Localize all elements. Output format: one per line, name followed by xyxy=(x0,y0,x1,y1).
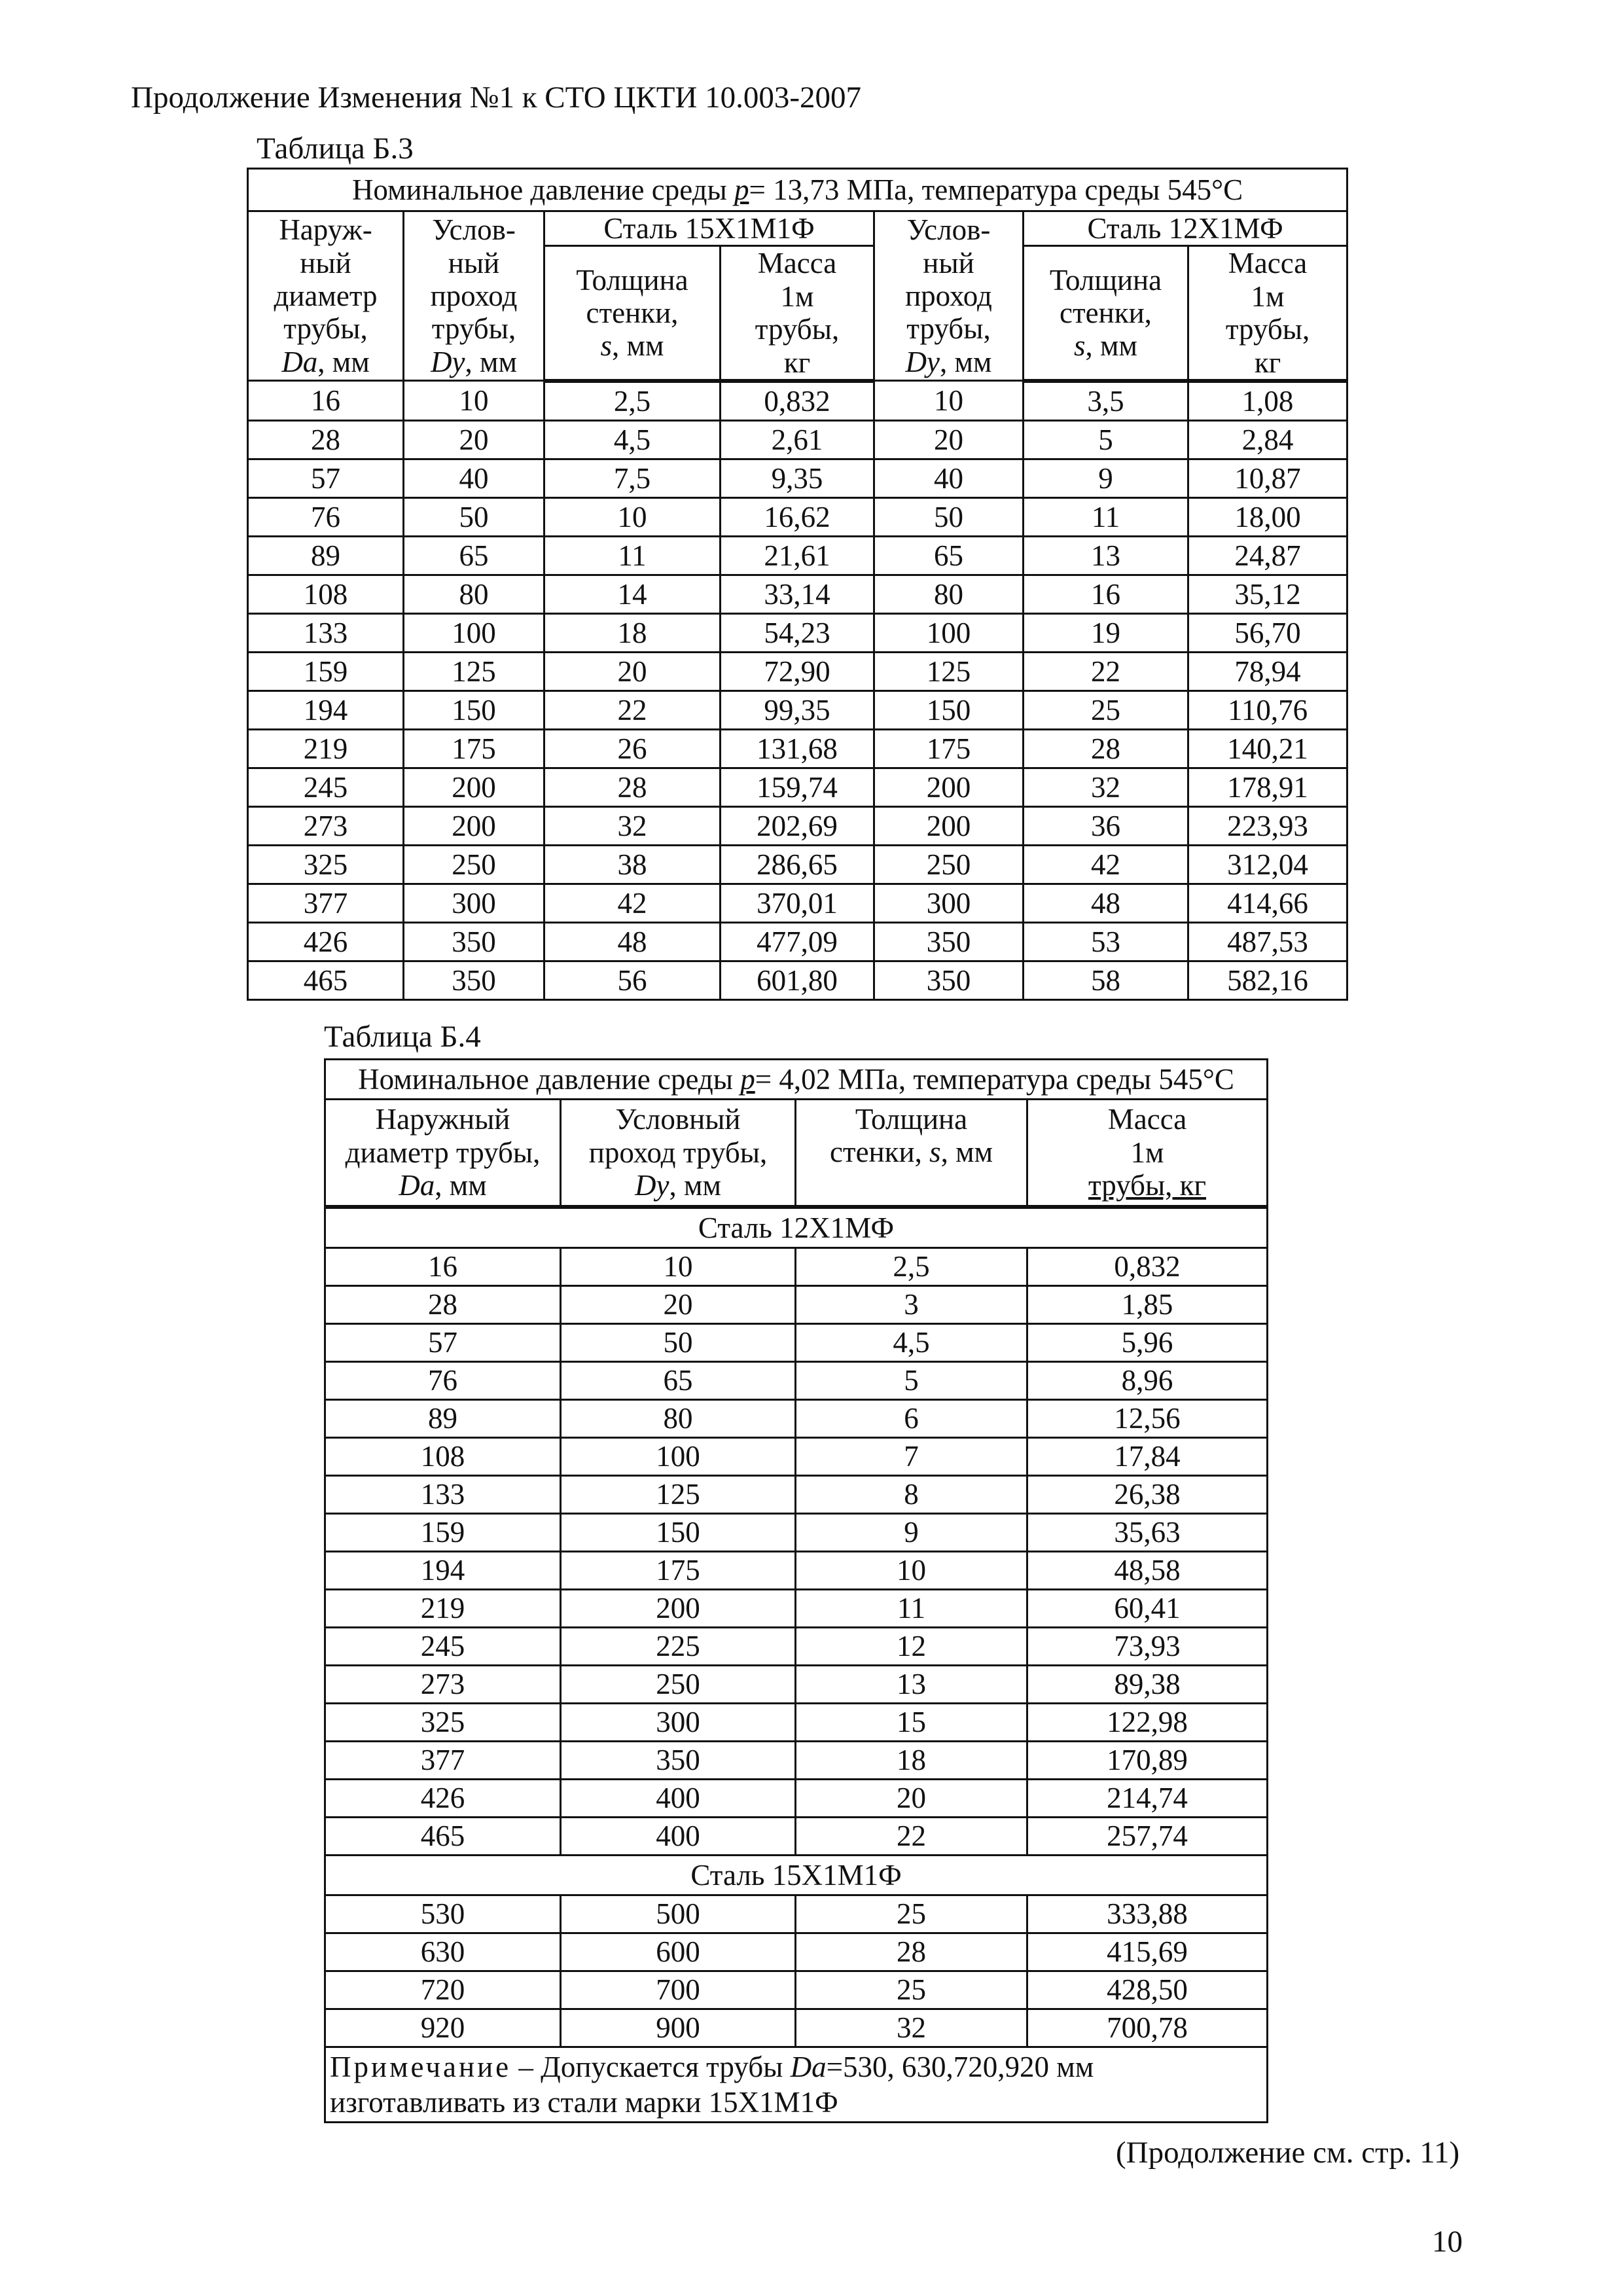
table-cell: 10 xyxy=(796,1552,1027,1590)
table-cell: 8,96 xyxy=(1027,1362,1268,1400)
table-cell: 131,68 xyxy=(721,729,874,768)
header-nominal-bore-b: Услов- ный проход трубы, Dy, мм xyxy=(874,211,1024,381)
table-row xyxy=(248,729,1347,768)
table-cell: 11 xyxy=(544,536,721,575)
table-row xyxy=(248,652,1347,691)
table-row xyxy=(248,575,1347,613)
table-cell: 630 xyxy=(325,1933,561,1971)
table-cell: 219 xyxy=(325,1590,561,1628)
table-cell: 73,93 xyxy=(1027,1628,1268,1666)
table-cell: 200 xyxy=(404,768,544,806)
table-cell: 57 xyxy=(248,459,404,497)
table-cell: 250 xyxy=(561,1666,796,1704)
table-cell: 465 xyxy=(248,961,404,999)
table-cell: 325 xyxy=(325,1704,561,1742)
table-cell: 16 xyxy=(325,1248,561,1286)
table-cell: 9,35 xyxy=(721,459,874,497)
header-mass-a: Масса 1м трубы, кг xyxy=(721,246,874,381)
table-cell: 8 xyxy=(796,1476,1027,1514)
table-cell: 48 xyxy=(544,922,721,961)
header-mass: Масса 1м трубы, кг xyxy=(1027,1100,1268,1208)
table-cell: 900 xyxy=(561,2009,796,2047)
table-row xyxy=(325,1666,1268,1704)
table-row xyxy=(325,1971,1268,2009)
table-b3-conditions-row xyxy=(248,169,1347,211)
table-b4-conditions-row xyxy=(325,1060,1268,1100)
table-cell: 48,58 xyxy=(1027,1552,1268,1590)
table-cell: 125 xyxy=(404,652,544,691)
table-row xyxy=(325,2009,1268,2047)
table-row xyxy=(248,884,1347,922)
table-row xyxy=(248,381,1347,421)
table-cell: 89,38 xyxy=(1027,1666,1268,1704)
table-cell: 50 xyxy=(404,497,544,536)
table-cell: 20 xyxy=(561,1286,796,1324)
table-row xyxy=(325,1933,1268,1971)
table-cell: 7,5 xyxy=(544,459,721,497)
table-cell: 223,93 xyxy=(1188,806,1347,845)
table-cell: 300 xyxy=(561,1704,796,1742)
table-cell: 219 xyxy=(248,729,404,768)
table-cell: 5 xyxy=(1024,420,1188,459)
table-cell: 26 xyxy=(544,729,721,768)
table-row xyxy=(325,1248,1268,1286)
table-cell: 350 xyxy=(874,961,1024,999)
table-cell: 150 xyxy=(561,1514,796,1552)
table-cell: 300 xyxy=(404,884,544,922)
table-cell: 18,00 xyxy=(1188,497,1347,536)
table-cell: 15 xyxy=(796,1704,1027,1742)
table-cell: 487,53 xyxy=(1188,922,1347,961)
table-cell: 50 xyxy=(874,497,1024,536)
table-b4-header-row xyxy=(325,1100,1268,1208)
table-cell: 7 xyxy=(796,1438,1027,1476)
table-cell: 12 xyxy=(796,1628,1027,1666)
table-cell: 12,56 xyxy=(1027,1400,1268,1438)
table-cell: 56 xyxy=(544,961,721,999)
table-cell: 48 xyxy=(1024,884,1188,922)
table-cell: 50 xyxy=(561,1324,796,1362)
continuation-note: (Продолжение см. стр. 11) xyxy=(1116,2136,1460,2170)
table-cell: 700,78 xyxy=(1027,2009,1268,2047)
table-cell: 19 xyxy=(1024,613,1188,652)
table-b4-body-2 xyxy=(325,1856,1268,2047)
table-cell: 370,01 xyxy=(721,884,874,922)
table-row xyxy=(248,536,1347,575)
table-row xyxy=(325,1704,1268,1742)
table-cell: 0,832 xyxy=(1027,1248,1268,1286)
table-cell: 99,35 xyxy=(721,691,874,729)
table-b4-note-row xyxy=(325,2047,1268,2123)
table-cell: 28 xyxy=(544,768,721,806)
table-cell: 22 xyxy=(796,1818,1027,1856)
table-cell: 9 xyxy=(796,1514,1027,1552)
table-row xyxy=(248,922,1347,961)
table-cell: 72,90 xyxy=(721,652,874,691)
table-row xyxy=(325,1400,1268,1438)
table-row xyxy=(325,1628,1268,1666)
table-cell: 5,96 xyxy=(1027,1324,1268,1362)
table-cell: 257,74 xyxy=(1027,1818,1268,1856)
table-cell: 1,85 xyxy=(1027,1286,1268,1324)
table-cell: 18 xyxy=(544,613,721,652)
table-row xyxy=(325,1324,1268,1362)
table-cell: 78,94 xyxy=(1188,652,1347,691)
table-cell: 350 xyxy=(874,922,1024,961)
table-b4 xyxy=(324,1058,1268,2123)
header-mass-b: Масса 1м трубы, кг xyxy=(1188,246,1347,381)
table-cell: 178,91 xyxy=(1188,768,1347,806)
table-cell: 125 xyxy=(874,652,1024,691)
table-cell: 350 xyxy=(404,961,544,999)
table-row xyxy=(325,1476,1268,1514)
table-cell: 700 xyxy=(561,1971,796,2009)
section-row-1 xyxy=(325,1207,1268,1248)
section-steel-15x1m1f: Сталь 15Х1М1Ф xyxy=(325,1856,1268,1895)
table-cell: 415,69 xyxy=(1027,1933,1268,1971)
table-b3-caption: Таблица Б.3 xyxy=(257,132,414,166)
table-cell: 600 xyxy=(561,1933,796,1971)
table-row xyxy=(325,1742,1268,1780)
table-cell: 53 xyxy=(1024,922,1188,961)
table-cell: 225 xyxy=(561,1628,796,1666)
table-b3 xyxy=(247,168,1348,1001)
table-row xyxy=(248,420,1347,459)
table-cell: 110,76 xyxy=(1188,691,1347,729)
table-row xyxy=(325,1438,1268,1476)
header-wall-b: Толщина стенки, s, мм xyxy=(1024,246,1188,381)
table-cell: 100 xyxy=(404,613,544,652)
page-number: 10 xyxy=(1432,2225,1463,2259)
table-cell: 2,5 xyxy=(544,381,721,421)
table-cell: 2,61 xyxy=(721,420,874,459)
table-cell: 10 xyxy=(544,497,721,536)
header-nominal-bore-a: Услов- ный проход трубы, Dy, мм xyxy=(404,211,544,381)
table-cell: 40 xyxy=(404,459,544,497)
table-cell: 13 xyxy=(796,1666,1027,1704)
table-cell: 159 xyxy=(325,1514,561,1552)
table-row xyxy=(325,1818,1268,1856)
table-cell: 245 xyxy=(325,1628,561,1666)
table-cell: 250 xyxy=(874,845,1024,884)
table-cell: 38 xyxy=(544,845,721,884)
table-cell: 720 xyxy=(325,1971,561,2009)
table-cell: 3 xyxy=(796,1286,1027,1324)
table-cell: 89 xyxy=(248,536,404,575)
table-cell: 122,98 xyxy=(1027,1704,1268,1742)
table-cell: 4,5 xyxy=(544,420,721,459)
table-row xyxy=(325,1590,1268,1628)
table-cell: 65 xyxy=(874,536,1024,575)
table-cell: 32 xyxy=(796,2009,1027,2047)
table-cell: 582,16 xyxy=(1188,961,1347,999)
table-row xyxy=(248,806,1347,845)
table-cell: 1,08 xyxy=(1188,381,1347,421)
header-outer-diameter: Наруж- ный диаметр трубы, Da, мм xyxy=(248,211,404,381)
table-cell: 25 xyxy=(796,1895,1027,1933)
table-cell: 400 xyxy=(561,1780,796,1818)
table-row xyxy=(325,1895,1268,1933)
table-b4-caption: Таблица Б.4 xyxy=(324,1020,481,1054)
table-cell: 20 xyxy=(874,420,1024,459)
table-cell: 150 xyxy=(404,691,544,729)
table-cell: 100 xyxy=(874,613,1024,652)
table-cell: 33,14 xyxy=(721,575,874,613)
table-cell: 194 xyxy=(325,1552,561,1590)
table-cell: 414,66 xyxy=(1188,884,1347,922)
table-cell: 133 xyxy=(325,1476,561,1514)
section-steel-12x1mf: Сталь 12Х1МФ xyxy=(325,1207,1268,1248)
table-cell: 426 xyxy=(248,922,404,961)
table-cell: 26,38 xyxy=(1027,1476,1268,1514)
table-row xyxy=(325,1514,1268,1552)
table-row xyxy=(248,768,1347,806)
table-cell: 477,09 xyxy=(721,922,874,961)
table-cell: 500 xyxy=(561,1895,796,1933)
table-cell: 194 xyxy=(248,691,404,729)
table-cell: 200 xyxy=(561,1590,796,1628)
table-cell: 76 xyxy=(325,1362,561,1400)
table-cell: 428,50 xyxy=(1027,1971,1268,2009)
table-cell: 35,63 xyxy=(1027,1514,1268,1552)
header-wall-thickness: Толщина стенки, s, мм xyxy=(796,1100,1027,1208)
table-cell: 25 xyxy=(1024,691,1188,729)
table-cell: 175 xyxy=(874,729,1024,768)
document-header: Продолжение Изменения №1 к СТО ЦКТИ 10.003-2007 xyxy=(131,81,861,115)
table-cell: 333,88 xyxy=(1027,1895,1268,1933)
table-cell: 125 xyxy=(561,1476,796,1514)
table-cell: 170,89 xyxy=(1027,1742,1268,1780)
table-cell: 14 xyxy=(544,575,721,613)
table-cell: 18 xyxy=(796,1742,1027,1780)
table-cell: 89 xyxy=(325,1400,561,1438)
table-b4-body xyxy=(325,1207,1268,1856)
table-cell: 57 xyxy=(325,1324,561,1362)
table-cell: 10 xyxy=(874,381,1024,421)
table-cell: 250 xyxy=(404,845,544,884)
table-cell: 150 xyxy=(874,691,1024,729)
table-cell: 10 xyxy=(404,381,544,421)
table-cell: 140,21 xyxy=(1188,729,1347,768)
table-cell: 56,70 xyxy=(1188,613,1347,652)
table-cell: 11 xyxy=(796,1590,1027,1628)
table-cell: 16 xyxy=(1024,575,1188,613)
table-cell: 42 xyxy=(1024,845,1188,884)
table-cell: 20 xyxy=(544,652,721,691)
table-b4-note: Примечание – Допускается трубы Da=530, 630,720,920 мм изготавливать из стали марки 15Х1М1Ф xyxy=(325,2047,1268,2123)
table-cell: 202,69 xyxy=(721,806,874,845)
table-cell: 159 xyxy=(248,652,404,691)
table-row xyxy=(248,845,1347,884)
table-b3-body xyxy=(248,381,1347,1000)
table-row xyxy=(325,1552,1268,1590)
table-cell: 601,80 xyxy=(721,961,874,999)
table-cell: 377 xyxy=(248,884,404,922)
table-cell: 65 xyxy=(561,1362,796,1400)
table-cell: 20 xyxy=(404,420,544,459)
table-cell: 22 xyxy=(1024,652,1188,691)
table-cell: 377 xyxy=(325,1742,561,1780)
table-cell: 10,87 xyxy=(1188,459,1347,497)
table-cell: 175 xyxy=(404,729,544,768)
table-cell: 920 xyxy=(325,2009,561,2047)
table-row xyxy=(325,1286,1268,1324)
table-row xyxy=(248,961,1347,999)
table-cell: 11 xyxy=(1024,497,1188,536)
table-cell: 530 xyxy=(325,1895,561,1933)
table-cell: 426 xyxy=(325,1780,561,1818)
table-cell: 60,41 xyxy=(1027,1590,1268,1628)
table-cell: 325 xyxy=(248,845,404,884)
table-cell: 108 xyxy=(325,1438,561,1476)
table-cell: 80 xyxy=(561,1400,796,1438)
table-row xyxy=(248,459,1347,497)
table-b3-header-row-1 xyxy=(248,211,1347,246)
table-row xyxy=(248,613,1347,652)
table-cell: 80 xyxy=(874,575,1024,613)
table-cell: 58 xyxy=(1024,961,1188,999)
table-cell: 0,832 xyxy=(721,381,874,421)
table-cell: 9 xyxy=(1024,459,1188,497)
table-cell: 28 xyxy=(796,1933,1027,1971)
table-cell: 4,5 xyxy=(796,1324,1027,1362)
table-cell: 16 xyxy=(248,381,404,421)
table-cell: 245 xyxy=(248,768,404,806)
header-outer-diameter: Наружный диаметр трубы, Da, мм xyxy=(325,1100,561,1208)
table-cell: 80 xyxy=(404,575,544,613)
table-row xyxy=(248,497,1347,536)
table-cell: 200 xyxy=(874,806,1024,845)
table-cell: 273 xyxy=(248,806,404,845)
table-cell: 214,74 xyxy=(1027,1780,1268,1818)
table-cell: 133 xyxy=(248,613,404,652)
table-cell: 22 xyxy=(544,691,721,729)
table-cell: 108 xyxy=(248,575,404,613)
header-wall-a: Толщина стенки, s, мм xyxy=(544,246,721,381)
table-cell: 40 xyxy=(874,459,1024,497)
table-cell: 17,84 xyxy=(1027,1438,1268,1476)
table-b4-conditions: Номинальное давление среды p= 4,02 МПа, температура среды 545°С xyxy=(325,1060,1268,1100)
table-cell: 24,87 xyxy=(1188,536,1347,575)
table-cell: 350 xyxy=(561,1742,796,1780)
table-cell: 200 xyxy=(874,768,1024,806)
table-cell: 465 xyxy=(325,1818,561,1856)
header-steel-a: Сталь 15Х1М1Ф xyxy=(544,211,874,246)
table-cell: 42 xyxy=(544,884,721,922)
table-cell: 21,61 xyxy=(721,536,874,575)
table-cell: 25 xyxy=(796,1971,1027,2009)
table-cell: 300 xyxy=(874,884,1024,922)
table-cell: 10 xyxy=(561,1248,796,1286)
table-cell: 273 xyxy=(325,1666,561,1704)
table-cell: 16,62 xyxy=(721,497,874,536)
table-cell: 35,12 xyxy=(1188,575,1347,613)
table-cell: 159,74 xyxy=(721,768,874,806)
table-cell: 3,5 xyxy=(1024,381,1188,421)
table-cell: 5 xyxy=(796,1362,1027,1400)
table-cell: 286,65 xyxy=(721,845,874,884)
table-cell: 400 xyxy=(561,1818,796,1856)
table-cell: 28 xyxy=(248,420,404,459)
table-cell: 20 xyxy=(796,1780,1027,1818)
table-cell: 28 xyxy=(1024,729,1188,768)
header-steel-b: Сталь 12Х1МФ xyxy=(1024,211,1347,246)
table-row xyxy=(325,1780,1268,1818)
table-cell: 2,5 xyxy=(796,1248,1027,1286)
table-cell: 13 xyxy=(1024,536,1188,575)
table-cell: 2,84 xyxy=(1188,420,1347,459)
table-cell: 200 xyxy=(404,806,544,845)
table-cell: 6 xyxy=(796,1400,1027,1438)
table-cell: 175 xyxy=(561,1552,796,1590)
table-row xyxy=(248,691,1347,729)
table-cell: 36 xyxy=(1024,806,1188,845)
header-nominal-bore: Условный проход трубы, Dy, мм xyxy=(561,1100,796,1208)
table-cell: 32 xyxy=(544,806,721,845)
section-row-2 xyxy=(325,1856,1268,1895)
table-cell: 76 xyxy=(248,497,404,536)
table-cell: 100 xyxy=(561,1438,796,1476)
table-cell: 350 xyxy=(404,922,544,961)
table-cell: 28 xyxy=(325,1286,561,1324)
table-cell: 312,04 xyxy=(1188,845,1347,884)
table-cell: 32 xyxy=(1024,768,1188,806)
table-b3-conditions: Номинальное давление среды p= 13,73 МПа, температура среды 545°С xyxy=(248,169,1347,211)
table-cell: 65 xyxy=(404,536,544,575)
table-cell: 54,23 xyxy=(721,613,874,652)
table-row xyxy=(325,1362,1268,1400)
